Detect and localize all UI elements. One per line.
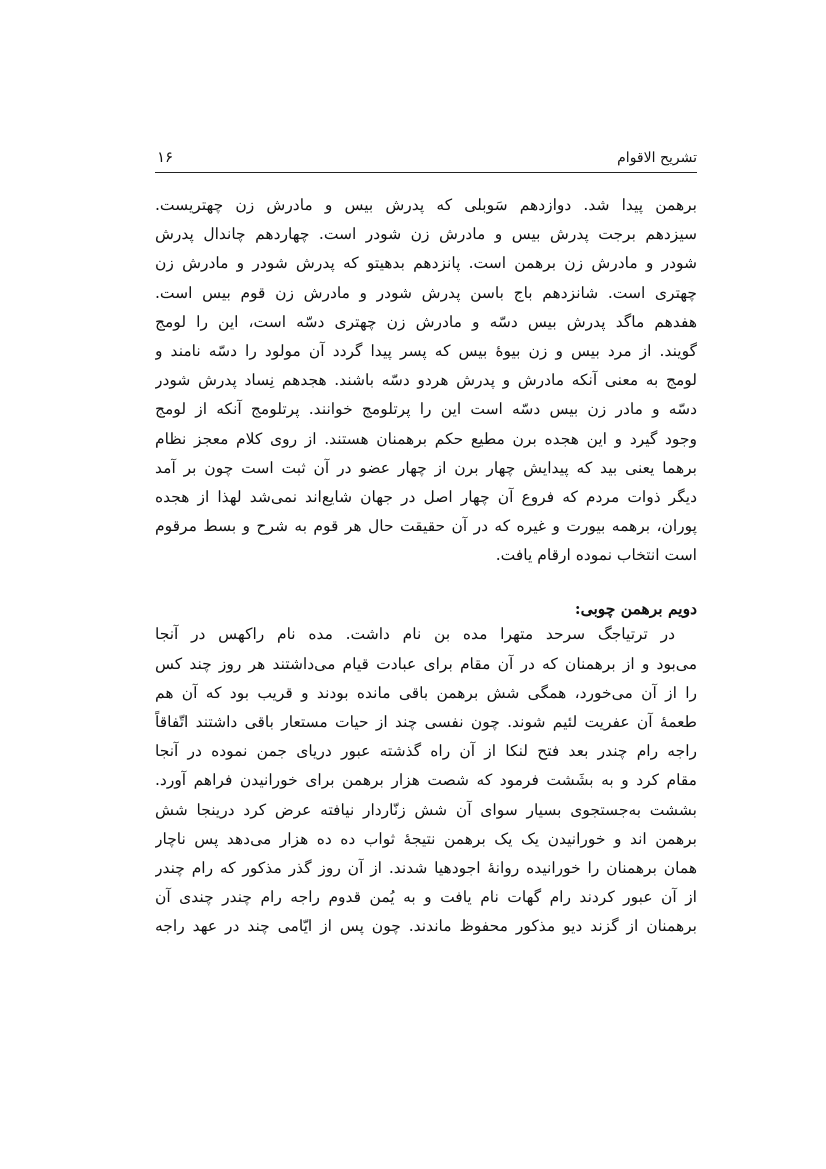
text-line: در ترتیاجگ سرحد متهرا مده بن نام داشت. مده نام راکهس در آنجا (155, 625, 675, 644)
text-line: چهتری است. شانزدهم باج باسن پدرش شودر و مادرش زن قوم بیس است. (155, 283, 697, 302)
text-line: شودر و مادرش زن برهمن است. پانزدهم بدهیتو که پدرش شودر و مادرش زن (155, 254, 697, 273)
paragraph-2 (155, 620, 697, 941)
text-line: از آن عبور کردند رام گهات نام یافت و به یُمن قدوم راجه رام چندر چندی آن (155, 888, 697, 907)
text-line: برهمن پیدا شد. دوازدهم سَوبلی که پدرش بیس و مادرش زن چهتریست. (155, 196, 697, 214)
text-line: برهما یعنی بید که پیدایش چهار برن از چهار عضو در آن ثبت است چون بر آمد (155, 458, 697, 477)
running-header (155, 146, 697, 173)
text-line: راجه رام چندر بعد فتح لنکا از آن راه گذشته عبور دریای جمن نموده در آنجا (155, 742, 697, 761)
text-line: برهمنان از گزند دیو مذکور محفوظ ماندند. چون پس از ایّامی چند در عهد راجه (155, 917, 697, 936)
text-line: دسّه و مادر زن بیس دسّه است این را پرتلومج خوانند. پرتلومج آنکه از لومج (155, 400, 697, 419)
page-number: ۱۶ (157, 148, 174, 166)
text-line: برهمن اند و خورانیدن یک یک برهمن نتیجهٔ ثواب ده ده هزار می‌دهد پس ناچار (155, 829, 697, 848)
text-line: هفدهم ماگد پدرش بیس دسّه و مادرش زن چهتری دسّه است، این را لومج (155, 312, 697, 331)
text-line: سیزدهم برجت پدرش بیس و مادرش زن شودر است. چهاردهم چاندال پدرش (155, 225, 697, 244)
text-line: مقام کرد و به بشَشت فرمود که شصت هزار برهمن برای خورانیدن فراهم آورد. (155, 771, 697, 790)
text-line: طعمهٔ آن عفریت لئیم شوند. چون نفسی چند از حیات مستعار باقی داشتند اتّفاقاً (155, 713, 697, 731)
section-heading: دویم برهمن چوبی: (574, 599, 697, 619)
paragraph-1 (155, 191, 697, 570)
text-line: لومج به معنی آنکه مادرش و پدرش هردو دسّه باشند. هجدهم نِساد پدرش شودر (155, 371, 697, 390)
text-line: دیگر ذوات مردم که فروع آن چهار اصل در جهان شایع‌اند نمی‌شد لهذا از هجده (155, 487, 697, 506)
text-line: همان برهمنان را خورانیده روانهٔ اجودهیا شدند. از آن روز گذر مذکور که رام چندر (155, 858, 697, 877)
text-line: می‌بود و از برهمنان که در آن مقام برای عبادت قیام می‌داشتند هر روز چند کس (155, 654, 697, 673)
text-line: پوران، برهمه بیورت و غیره که در آن حقیقت حال هر قوم به شرح و بسط مرقوم (155, 517, 697, 536)
running-title: تشریح الاقوام (617, 150, 697, 166)
text-line: بششت به‌جستجوی بسیار سوای آن شش زنّاردار نیافته عرض کرد درینجا شش (155, 800, 697, 819)
text-line: گویند. از مرد بیس و زن بیوهٔ بیس که پسر پیدا گردد آن مولود را دسّه نامند و (155, 341, 697, 360)
text-line: را از آن می‌خورد، همگی شش برهمن باقی مانده بودند و قریب بود که آن هم (155, 683, 697, 702)
text-line: وجود گیرد و این هجده برن مطیع حکم برهمنان هستند. از روی کلام معجز نظام (155, 429, 697, 448)
book-page (155, 146, 697, 942)
text-line: است انتخاب نموده ارقام یافت. (495, 546, 697, 565)
